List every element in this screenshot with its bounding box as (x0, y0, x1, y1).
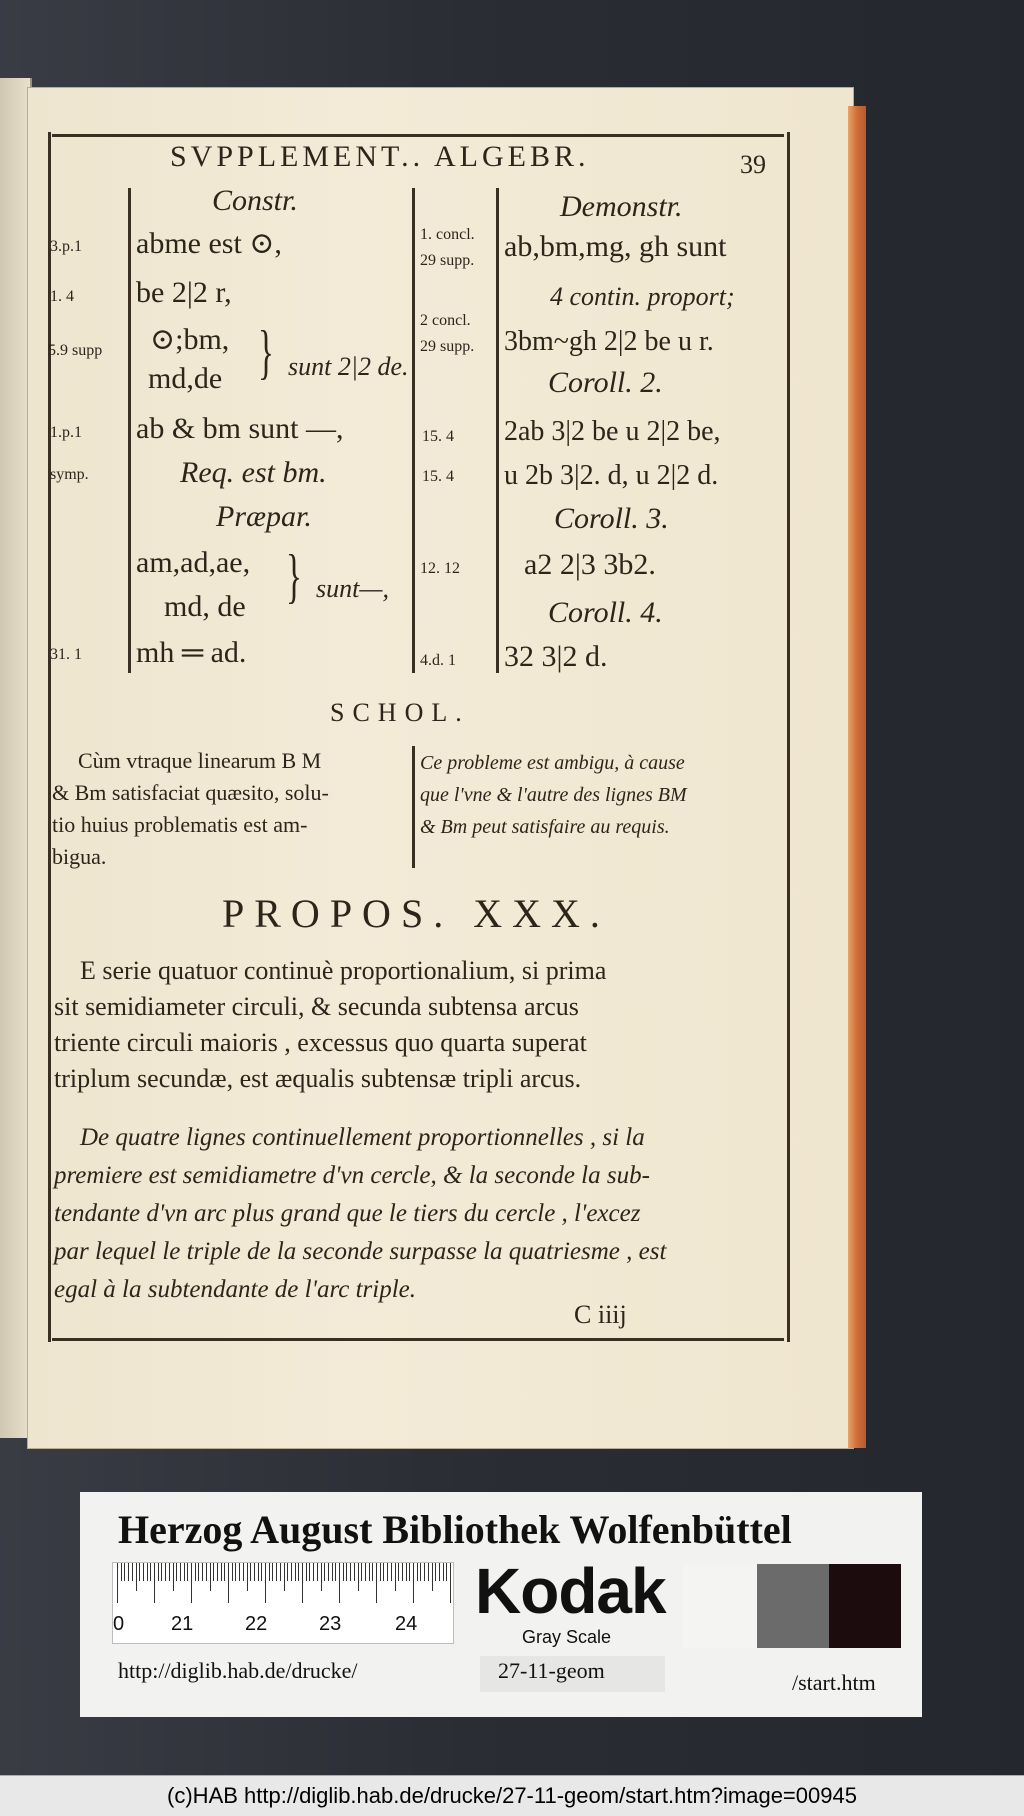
constr-line: ⊙;bm, (150, 323, 230, 356)
ruler-number: 0 (113, 1613, 125, 1635)
constr-line: Præpar. (216, 500, 312, 533)
ruler-tick (224, 1563, 225, 1581)
ruler-tick (380, 1563, 381, 1581)
demo-ref: 1. concl. (420, 226, 475, 243)
ruler-tick (398, 1563, 399, 1581)
ruler-tick (313, 1563, 314, 1581)
schol-french-line: & Bm peut satisfaire au requis. (420, 816, 670, 838)
ruler-tick (339, 1563, 340, 1603)
latin-line: triente circuli maioris , excessus quo quarta superat (54, 1028, 587, 1057)
measurement-ruler (112, 1562, 454, 1644)
demo-line: 2ab 3|2 be u 2|2 be, (504, 416, 721, 447)
ruler-tick (372, 1563, 373, 1581)
constr-line: ab & bm sunt —, (136, 412, 344, 445)
ruler-tick (143, 1563, 144, 1581)
demo-line: ab,bm,mg, gh sunt (504, 230, 727, 263)
ruler-tick (128, 1563, 129, 1581)
ruler-number: 23 (319, 1613, 342, 1635)
constr-heading: Constr. (212, 184, 298, 217)
ruler-tick (435, 1563, 436, 1581)
ruler-tick (184, 1563, 185, 1581)
ruler-tick (243, 1563, 244, 1581)
ruler-number: 24 (395, 1613, 418, 1635)
demo-ref: 15. 4 (422, 468, 454, 485)
ruler-tick (276, 1563, 277, 1581)
ruler-tick (406, 1563, 407, 1581)
ruler-tick (158, 1563, 159, 1581)
kodak-logo: Kodak (475, 1555, 666, 1627)
constr-line: am,ad,ae, (136, 546, 251, 579)
ruler-tick (395, 1563, 396, 1591)
ruler-tick (217, 1563, 218, 1581)
ruler-tick (302, 1563, 303, 1603)
column-rule-2 (412, 188, 415, 673)
ruler-tick (169, 1563, 170, 1581)
ruler-tick (343, 1563, 344, 1581)
ruler-tick (213, 1563, 214, 1581)
ruler-tick (383, 1563, 384, 1581)
ruler-tick (439, 1563, 440, 1581)
ruler-tick (195, 1563, 196, 1581)
ruler-tick (298, 1563, 299, 1581)
ruler-tick (332, 1563, 333, 1581)
ruler-tick (387, 1563, 388, 1581)
ruler-tick (250, 1563, 251, 1581)
brace: } (286, 543, 302, 609)
ruler-tick (150, 1563, 151, 1581)
ruler-tick (321, 1563, 322, 1591)
ruler-tick (180, 1563, 181, 1581)
demo-line: 4 contin. proport; (550, 282, 735, 311)
ruler-tick (409, 1563, 410, 1581)
url-part-2: 27-11-geom (498, 1658, 605, 1683)
ruler-tick (228, 1563, 229, 1603)
ruler-tick (139, 1563, 140, 1581)
ruler-tick (154, 1563, 155, 1603)
ruler-tick (354, 1563, 355, 1581)
constr-ref: 1. 4 (50, 288, 74, 305)
page-number: 39 (740, 150, 766, 179)
ruler-tick (221, 1563, 222, 1581)
ruler-tick (261, 1563, 262, 1581)
ruler-tick (446, 1563, 447, 1581)
ruler-tick (176, 1563, 177, 1581)
latin-line: sit semidiameter circuli, & secunda subtensa arcus (54, 992, 579, 1021)
ruler-tick (272, 1563, 273, 1581)
ruler-tick (350, 1563, 351, 1581)
schol-french-line: Ce probleme est ambigu, à cause (420, 752, 685, 774)
ruler-tick (206, 1563, 207, 1581)
url-part-3: /start.htm (792, 1670, 876, 1695)
schol-latin-line: bigua. (52, 844, 107, 869)
copyright-footer: (c)HAB http://diglib.hab.de/drucke/27-11-geom/start.htm?image=00945 (0, 1775, 1024, 1816)
ruler-tick (280, 1563, 281, 1581)
ruler-tick (232, 1563, 233, 1581)
ruler-tick (191, 1563, 192, 1603)
constr-ref: 5.9 supp (48, 342, 103, 359)
ruler-tick (254, 1563, 255, 1581)
ruler-tick (420, 1563, 421, 1581)
demo-line: Coroll. 3. (554, 502, 669, 535)
constr-line: sunt 2|2 de. (288, 352, 409, 381)
ruler-number: 21 (171, 1613, 194, 1635)
constr-line: mh ═ ad. (136, 636, 247, 669)
demo-ref: 2 concl. (420, 312, 471, 329)
ruler-tick (161, 1563, 162, 1581)
color-calibration-card (80, 1492, 922, 1717)
french-line: premiere est semidiametre d'vn cercle, & la seconde la sub- (54, 1162, 650, 1189)
ruler-tick (309, 1563, 310, 1581)
demo-line: Coroll. 2. (548, 366, 663, 399)
latin-line: E serie quatuor continuè proportionalium, si prima (80, 956, 607, 985)
demo-ref: 29 supp. (420, 252, 475, 269)
demo-line: Coroll. 4. (548, 596, 663, 629)
demo-line: 32 3|2 d. (504, 640, 608, 673)
schol-latin-line: & Bm satisfaciat quæsito, solu- (52, 780, 329, 805)
ruler-number: 22 (245, 1613, 268, 1635)
ruler-tick (198, 1563, 199, 1581)
ruler-tick (369, 1563, 370, 1581)
ruler-tick (428, 1563, 429, 1581)
ruler-tick (295, 1563, 296, 1581)
proposition-heading: PROPOS. XXX. (222, 891, 610, 936)
gray-scale-label: Gray Scale (522, 1627, 612, 1647)
ruler-tick (269, 1563, 270, 1581)
ruler-tick (376, 1563, 377, 1603)
ruler-tick (402, 1563, 403, 1581)
ruler-tick (247, 1563, 248, 1591)
running-head: SVPPLEMENT.. ALGEBR. (170, 140, 590, 173)
page-edge-red (848, 106, 866, 1448)
ruler-tick (258, 1563, 259, 1581)
ruler-tick (239, 1563, 240, 1581)
ruler-tick (358, 1563, 359, 1591)
ruler-tick (324, 1563, 325, 1581)
page-frame (48, 132, 790, 1342)
ruler-tick (287, 1563, 288, 1581)
ruler-tick (117, 1563, 118, 1603)
ruler-tick (335, 1563, 336, 1581)
ruler-tick (450, 1563, 451, 1603)
swatch-white (683, 1564, 757, 1648)
demo-line: u 2b 3|2. d, u 2|2 d. (504, 460, 719, 491)
schol-heading: SCHOL. (330, 698, 470, 727)
ruler-tick (132, 1563, 133, 1581)
ruler-tick (391, 1563, 392, 1581)
french-line: tendante d'vn arc plus grand que le tiers du cercle , l'excez (54, 1200, 641, 1227)
bottom-rule (52, 1338, 784, 1341)
constr-line: be 2|2 r, (136, 276, 232, 309)
swatch-black (829, 1564, 901, 1648)
constr-line: abme est ⊙, (136, 227, 282, 260)
ruler-tick (210, 1563, 211, 1591)
column-rule-1 (128, 188, 131, 673)
ruler-tick (413, 1563, 414, 1603)
french-line: par lequel le triple de la seconde surpasse la quatriesme , est (54, 1238, 667, 1265)
demo-line: 3bm~gh 2|2 be u r. (504, 326, 714, 357)
ruler-tick (284, 1563, 285, 1591)
ruler-tick (147, 1563, 148, 1581)
ruler-tick (165, 1563, 166, 1581)
constr-line: Req. est bm. (180, 456, 327, 489)
ruler-tick (136, 1563, 137, 1591)
constr-line: md,de (148, 362, 223, 395)
ruler-tick (202, 1563, 203, 1581)
constr-ref: 31. 1 (50, 646, 82, 663)
signature-mark: C iiij (574, 1300, 627, 1329)
ruler-tick (317, 1563, 318, 1581)
ruler-tick (173, 1563, 174, 1591)
demo-ref: 15. 4 (422, 428, 454, 445)
ruler-tick (291, 1563, 292, 1581)
ruler-tick (365, 1563, 366, 1581)
ruler-tick (235, 1563, 236, 1581)
ruler-tick (306, 1563, 307, 1581)
constr-ref: 1.p.1 (50, 424, 82, 441)
top-rule (52, 134, 784, 137)
demo-ref: 29 supp. (420, 338, 475, 355)
ruler-tick (328, 1563, 329, 1581)
ruler-tick (361, 1563, 362, 1581)
demo-line: a2 2|3 3b2. (524, 548, 656, 581)
constr-ref: 3.p.1 (50, 238, 82, 255)
ruler-tick (424, 1563, 425, 1581)
library-name: Herzog August Bibliothek Wolfenbüttel (118, 1507, 792, 1552)
ruler-tick (121, 1563, 122, 1581)
ruler-tick (346, 1563, 347, 1581)
demo-ref: 12. 12 (420, 560, 460, 577)
constr-line: md, de (164, 590, 246, 623)
ruler-tick (124, 1563, 125, 1581)
schol-latin-line: Cùm vtraque linearum B M (78, 748, 322, 773)
ruler-tick (187, 1563, 188, 1581)
schol-latin-line: tio huius problematis est am- (52, 812, 308, 837)
schol-rule (412, 746, 415, 868)
swatch-gray (757, 1564, 829, 1648)
french-line: De quatre lignes continuellement proportionnelles , si la (80, 1124, 645, 1151)
demo-ref: 4.d. 1 (420, 652, 456, 669)
ruler-tick (417, 1563, 418, 1581)
brace: } (258, 319, 274, 385)
constr-line: sunt—, (316, 574, 389, 603)
french-line: egal à la subtendante de l'arc triple. (54, 1276, 416, 1303)
ruler-tick (443, 1563, 444, 1581)
ruler-tick (432, 1563, 433, 1591)
latin-line: triplum secundæ, est æqualis subtensæ tripli arcus. (54, 1064, 582, 1093)
demonstr-heading: Demonstr. (560, 190, 683, 223)
url-part-1: http://diglib.hab.de/drucke/ (118, 1658, 358, 1683)
schol-french-line: que l'vne & l'autre des lignes BM (420, 784, 687, 806)
column-rule-3 (496, 188, 499, 673)
constr-ref: symp. (50, 466, 89, 483)
ruler-tick (265, 1563, 266, 1603)
